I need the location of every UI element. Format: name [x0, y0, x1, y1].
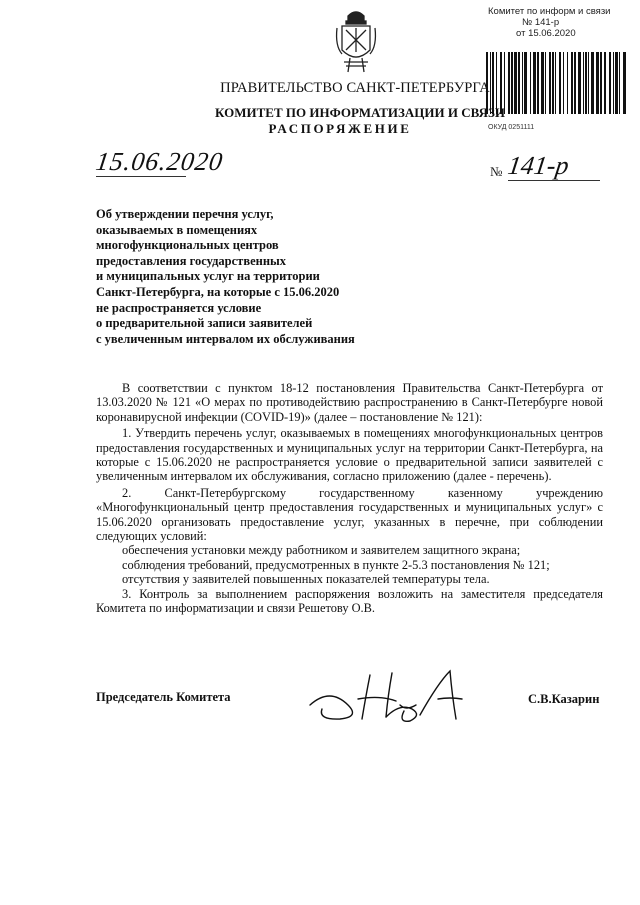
barcode-bar: [537, 52, 539, 114]
barcode-bar: [578, 52, 581, 114]
document-body: [96, 381, 603, 616]
barcode-bar: [552, 52, 554, 114]
handwritten-signature: [300, 665, 480, 725]
number-label: №: [490, 164, 503, 179]
barcode-bar: [549, 52, 551, 114]
barcode-bar: [609, 52, 611, 114]
condition-item: отсутствия у заявителей повышенных показателей температуры тела.: [122, 572, 490, 587]
subject-line: предоставления государственных: [96, 253, 287, 268]
barcode-bar: [574, 52, 576, 114]
registration-stamp: [488, 6, 634, 39]
okud-code: ОКУД 0251111: [488, 124, 535, 131]
government-title: ПРАВИТЕЛЬСТВО САНКТ-ПЕТЕРБУРГА: [220, 80, 490, 96]
subject-line: и муниципальных услуг на территории: [96, 269, 320, 284]
condition-item: обеспечения установки между работником и заявителем защитного экрана;: [122, 543, 521, 558]
signatory-name: С.В.Казарин: [528, 692, 600, 706]
barcode-bar: [613, 52, 614, 114]
barcode-bar: [591, 52, 594, 114]
subject-line: Санкт-Петербурга, на которые с 15.06.2020: [96, 284, 340, 299]
stamp-date: от 15.06.2020: [516, 28, 576, 39]
barcode-bar: [541, 52, 544, 114]
date-underline: [96, 176, 186, 177]
subject-line: о предварительной записи заявителей: [96, 316, 313, 331]
barcode-bar: [533, 52, 536, 114]
number-underline: [508, 180, 600, 181]
subject-line: Об утверждении перечня услуг,: [96, 207, 274, 221]
barcode-bar: [604, 52, 606, 114]
signatory-title: Председатель Комитета: [96, 690, 231, 704]
condition-item: соблюдения требований, предусмотренных в пункте 2-5.3 постановления № 121;: [122, 557, 550, 572]
coat-of-arms-emblem: [334, 6, 378, 76]
preamble-paragraph: В соответствии с пунктом 18-12 постановления Правительства Санкт-Петербурга от 13.03.2020 № 121 «О мерах по противодействию распространению в Санкт-Петербурге новой коронавирусной инфекции (COVID-19)» (далее – постановление № 121):: [96, 381, 603, 424]
barcode-bar: [571, 52, 573, 114]
barcode-bar: [545, 52, 546, 114]
subject-block: [96, 207, 396, 347]
barcode-bar: [583, 52, 584, 114]
barcode-bar: [619, 52, 620, 114]
stamp-number: № 141-р: [522, 17, 560, 28]
barcode-bar: [615, 52, 618, 114]
item-3-paragraph: 3. Контроль за выполнением распоряжения возложить на заместителя председателя Комитета по информатизации и связи Решетову О.В.: [96, 586, 603, 616]
committee-title: КОМИТЕТ ПО ИНФОРМАТИЗАЦИИ И СВЯЗИ: [215, 105, 505, 120]
barcode-bar: [588, 52, 589, 114]
barcode-bar: [559, 52, 561, 114]
document-number: 141-р: [506, 151, 571, 180]
barcode-bar: [596, 52, 599, 114]
barcode-bar: [567, 52, 568, 114]
item-2-paragraph: 2. Санкт-Петербургскому государственному казенному учреждению «Многофункциональный центр предоставления государственных и муниципальных услуг» с 15.06.2020 организовать предоставление услуг, указанных в перечне, при соблюдении следующих условий:: [96, 485, 603, 544]
barcode-bar: [563, 52, 564, 114]
subject-line: многофункциональных центров: [96, 238, 279, 253]
subject-line: не распространяется условие: [96, 300, 262, 315]
subject-line: оказываемых в помещениях: [96, 222, 258, 237]
stamp-org: Комитет по информ и связи: [488, 6, 611, 17]
barcode-bar: [585, 52, 587, 114]
document-type: РАСПОРЯЖЕНИЕ: [268, 121, 412, 136]
barcode-bar: [623, 52, 626, 114]
barcode-bar: [530, 52, 531, 114]
barcode-bar: [600, 52, 602, 114]
item-1-paragraph: 1. Утвердить перечень услуг, оказываемых в помещениях многофункциональных центров предоставления государственных и муниципальных услуг на территории Санкт-Петербурга, на которые с 15.06.2020 не распространяется условие о предварительной записи заявителей с увеличенным интервалом их обслуживания, согласно приложению (далее - перечень).: [96, 426, 603, 484]
barcode-bar: [555, 52, 556, 114]
document-date: 15.06.2020: [94, 147, 226, 176]
subject-line: с увеличенным интервалом их обслуживания: [96, 331, 355, 346]
